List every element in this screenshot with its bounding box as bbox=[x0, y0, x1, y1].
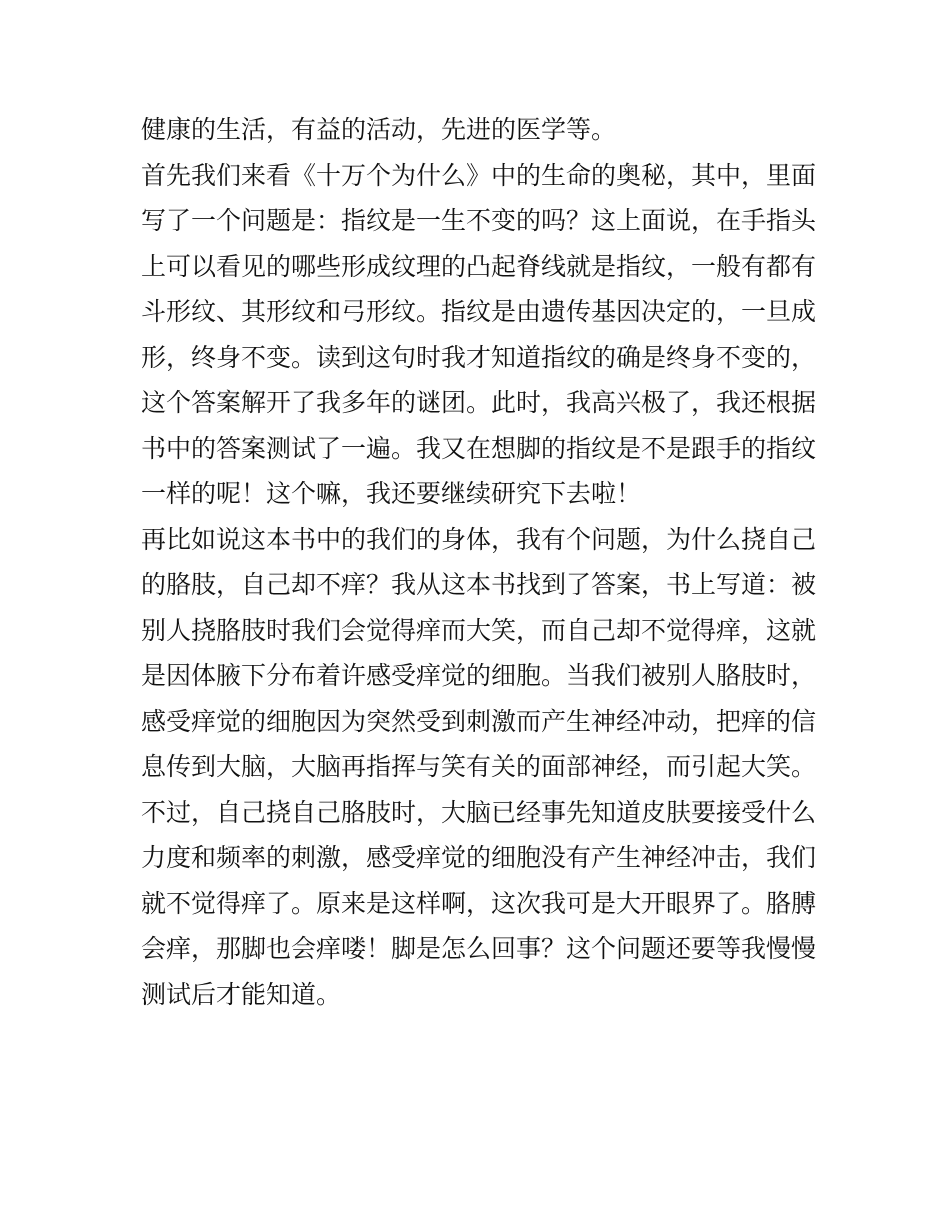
text-line: 就不觉得痒了。原来是这样啊，这次我可是大开眼界了。胳膊 bbox=[141, 888, 817, 918]
text-line: 写了一个问题是：指纹是一生不变的吗？这上面说，在手指头 bbox=[141, 206, 817, 235]
text-line: 再比如说这本书中的我们的身体，我有个问题，为什么挠自己 bbox=[141, 524, 817, 554]
text-line: 这个答案解开了我多年的谜团。此时，我高兴极了，我还根据 bbox=[141, 388, 817, 417]
text-line: 息传到大脑，大脑再指挥与笑有关的面部神经，而引起大笑。 bbox=[141, 752, 817, 781]
text-line: 一样的呢！这个嘛，我还要继续研究下去啦！ bbox=[141, 479, 642, 508]
text-line: 测试后才能知道。 bbox=[141, 979, 342, 1009]
text-line: 力度和频率的刺激，感受痒觉的细胞没有产生神经冲击，我们 bbox=[141, 843, 817, 872]
text-line: 感受痒觉的细胞因为突然受到刺激而产生神经冲动，把痒的信 bbox=[141, 706, 817, 736]
text-line: 不过，自己挠自己胳肢时，大脑已经事先知道皮肤要接受什么 bbox=[141, 797, 817, 827]
text-line: 会痒，那脚也会痒喽！脚是怎么回事？这个问题还要等我慢慢 bbox=[141, 934, 817, 963]
text-line: 首先我们来看《十万个为什么》中的生命的奥秘，其中，里面 bbox=[141, 160, 817, 190]
text-line: 的胳肢，自己却不痒？我从这本书找到了答案，书上写道：被 bbox=[141, 570, 817, 599]
body-text bbox=[141, 107, 817, 1017]
text-line: 斗形纹、其形纹和弓形纹。指纹是由遗传基因决定的，一旦成 bbox=[141, 297, 817, 326]
text-line: 健康的生活，有益的活动，先进的医学等。 bbox=[141, 115, 617, 144]
text-line: 形，终身不变。读到这句时我才知道指纹的确是终身不变的， bbox=[141, 342, 817, 372]
text-line: 是因体腋下分布着许感受痒觉的细胞。当我们被别人胳肢时， bbox=[141, 661, 817, 690]
text-line: 别人挠胳肢时我们会觉得痒而大笑，而自己却不觉得痒，这就 bbox=[141, 615, 817, 645]
text-line: 上可以看见的哪些形成纹理的凸起脊线就是指纹，一般有都有 bbox=[141, 251, 817, 281]
text-line: 书中的答案测试了一遍。我又在想脚的指纹是不是跟手的指纹 bbox=[141, 433, 817, 463]
